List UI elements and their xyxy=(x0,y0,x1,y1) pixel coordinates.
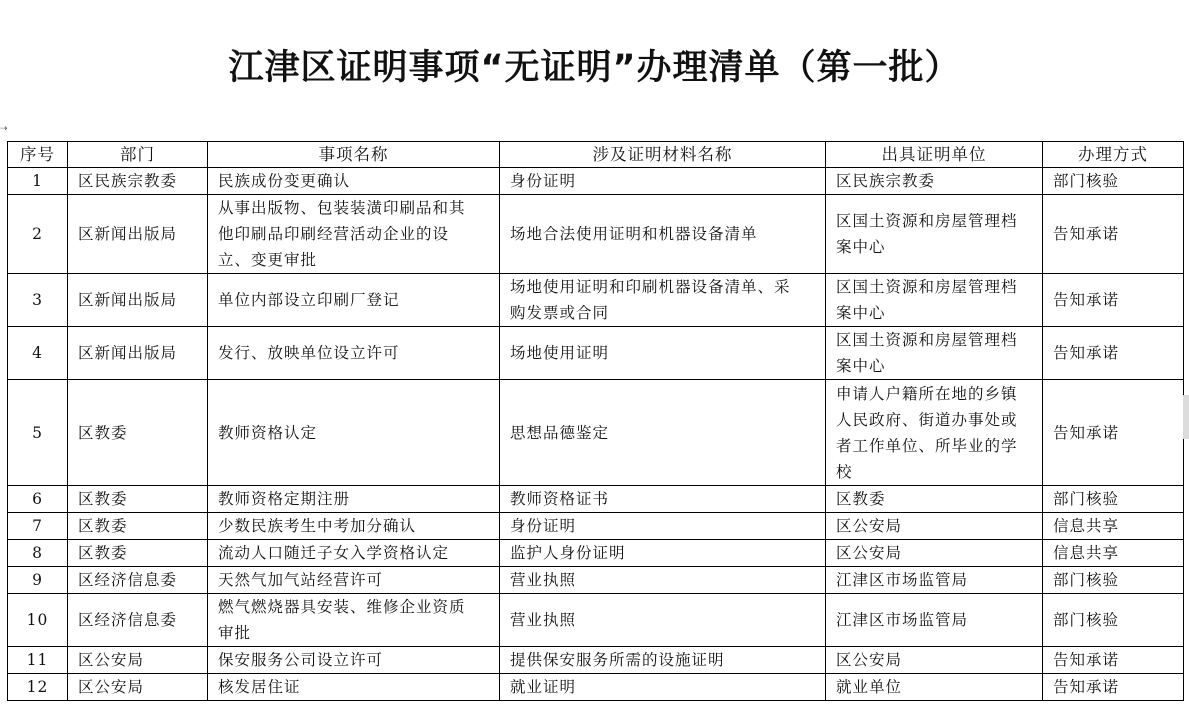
issuer-cell-line: 区公安局 xyxy=(836,517,903,535)
material-cell xyxy=(500,647,826,674)
item-name-cell xyxy=(208,195,500,274)
table-row xyxy=(8,168,1184,195)
material-cell-line: 场地使用证明和印刷机器设备清单、采 xyxy=(510,278,791,296)
method-cell: 告知承诺 xyxy=(1043,195,1184,274)
material-cell-line: 思想品德鉴定 xyxy=(510,423,610,442)
issuer-cell-line: 就业单位 xyxy=(836,678,903,696)
method-cell: 部门核验 xyxy=(1043,486,1184,513)
row-number-cell: 5 xyxy=(8,380,68,486)
item-name-cell-line: 燃气燃烧器具安装、维修企业资质 xyxy=(218,598,466,616)
material-cell-line: 监护人身份证明 xyxy=(510,544,626,562)
department-cell: 区公安局 xyxy=(68,674,208,701)
department-cell: 区新闻出版局 xyxy=(68,327,208,380)
row-number-cell: 9 xyxy=(8,567,68,594)
issuer-cell xyxy=(826,486,1043,513)
material-cell-line: 购发票或合同 xyxy=(510,304,610,322)
issuer-cell xyxy=(826,380,1043,486)
item-name-cell xyxy=(208,567,500,594)
item-name-cell xyxy=(208,513,500,540)
method-cell: 信息共享 xyxy=(1043,513,1184,540)
header-cell: 事项名称 xyxy=(208,142,500,168)
department-cell: 区新闻出版局 xyxy=(68,195,208,274)
issuer-cell-line: 区公安局 xyxy=(836,651,903,669)
material-cell xyxy=(500,594,826,647)
issuer-cell xyxy=(826,195,1043,274)
table-header-row xyxy=(8,142,1184,168)
row-number-cell: 8 xyxy=(8,540,68,567)
item-name-cell xyxy=(208,647,500,674)
method-cell: 告知承诺 xyxy=(1043,274,1184,327)
issuer-cell-line: 区公安局 xyxy=(836,544,903,562)
table-row xyxy=(8,486,1184,513)
scrollbar-fragment xyxy=(1183,395,1189,439)
issuer-cell-line: 江津区市场监管局 xyxy=(836,611,969,629)
method-cell: 信息共享 xyxy=(1043,540,1184,567)
header-cell: 出具证明单位 xyxy=(826,142,1043,168)
item-name-cell xyxy=(208,168,500,195)
issuer-cell-line: 者工作单位、所毕业的学 xyxy=(836,436,1018,455)
material-cell-line: 场地合法使用证明和机器设备清单 xyxy=(510,225,758,243)
issuer-cell xyxy=(826,540,1043,567)
item-name-cell-line: 核发居住证 xyxy=(218,678,301,696)
method-cell: 告知承诺 xyxy=(1043,674,1184,701)
row-number-cell: 10 xyxy=(8,594,68,647)
item-name-cell-line: 民族成份变更确认 xyxy=(218,172,351,190)
table-body xyxy=(8,168,1184,701)
item-name-cell xyxy=(208,594,500,647)
material-cell xyxy=(500,513,826,540)
item-name-cell-line: 单位内部设立印刷厂登记 xyxy=(218,291,400,309)
department-cell: 区教委 xyxy=(68,380,208,486)
item-name-cell xyxy=(208,540,500,567)
issuer-cell xyxy=(826,647,1043,674)
issuer-cell xyxy=(826,274,1043,327)
header-cell: 部门 xyxy=(68,142,208,168)
table-row xyxy=(8,513,1184,540)
issuer-cell xyxy=(826,674,1043,701)
page-title: 江津区证明事项“无证明”办理清单（第一批） xyxy=(228,48,961,88)
item-name-cell xyxy=(208,486,500,513)
table-anchor-icon: ⇢ xyxy=(0,124,8,134)
item-name-cell xyxy=(208,674,500,701)
department-cell: 区经济信息委 xyxy=(68,594,208,647)
row-number-cell: 1 xyxy=(8,168,68,195)
department-cell: 区经济信息委 xyxy=(68,567,208,594)
item-name-cell xyxy=(208,274,500,327)
table-row xyxy=(8,327,1184,380)
item-name-cell-line: 流动人口随迁子女入学资格认定 xyxy=(218,544,450,562)
item-name-cell xyxy=(208,380,500,486)
department-cell: 区教委 xyxy=(68,540,208,567)
item-name-cell-line: 立、变更审批 xyxy=(218,251,318,269)
issuer-cell-line: 申请人户籍所在地的乡镇 xyxy=(836,384,1018,403)
table-row xyxy=(8,647,1184,674)
material-cell-line: 身份证明 xyxy=(510,172,577,190)
row-number-cell: 11 xyxy=(8,647,68,674)
table-row xyxy=(8,594,1184,647)
material-cell-line: 就业证明 xyxy=(510,678,577,696)
department-cell: 区公安局 xyxy=(68,647,208,674)
material-cell xyxy=(500,168,826,195)
issuer-cell xyxy=(826,327,1043,380)
method-cell: 部门核验 xyxy=(1043,594,1184,647)
material-cell-line: 提供保安服务所需的设施证明 xyxy=(510,651,725,669)
table-row xyxy=(8,274,1184,327)
material-cell-line: 营业执照 xyxy=(510,611,577,629)
issuer-cell-line: 区国土资源和房屋管理档 xyxy=(836,331,1018,349)
issuer-cell xyxy=(826,594,1043,647)
method-cell: 告知承诺 xyxy=(1043,647,1184,674)
issuer-cell-line: 案中心 xyxy=(836,357,886,375)
item-name-cell-line: 少数民族考生中考加分确认 xyxy=(218,517,417,535)
method-cell: 告知承诺 xyxy=(1043,380,1184,486)
item-name-cell-line: 发行、放映单位设立许可 xyxy=(218,344,400,362)
issuer-cell-line: 案中心 xyxy=(836,304,886,322)
material-cell xyxy=(500,540,826,567)
issuer-cell-line: 江津区市场监管局 xyxy=(836,571,969,589)
department-cell: 区新闻出版局 xyxy=(68,274,208,327)
method-cell: 告知承诺 xyxy=(1043,327,1184,380)
material-cell-line: 教师资格证书 xyxy=(510,490,610,508)
issuer-cell-line: 区教委 xyxy=(836,490,886,508)
issuer-cell xyxy=(826,567,1043,594)
row-number-cell: 4 xyxy=(8,327,68,380)
row-number-cell: 7 xyxy=(8,513,68,540)
issuer-cell-line: 校 xyxy=(836,462,853,481)
item-name-cell-line: 从事出版物、包装装潢印刷品和其 xyxy=(218,199,466,217)
department-cell: 区教委 xyxy=(68,513,208,540)
table-row xyxy=(8,195,1184,274)
row-number-cell: 2 xyxy=(8,195,68,274)
material-cell-line: 营业执照 xyxy=(510,571,577,589)
header-cell: 办理方式 xyxy=(1043,142,1184,168)
material-cell xyxy=(500,567,826,594)
item-name-cell-line: 教师资格定期注册 xyxy=(218,490,351,508)
row-number-cell: 12 xyxy=(8,674,68,701)
item-name-cell-line: 保安服务公司设立许可 xyxy=(218,651,384,669)
method-cell: 部门核验 xyxy=(1043,567,1184,594)
department-cell: 区民族宗教委 xyxy=(68,168,208,195)
table-row xyxy=(8,567,1184,594)
row-number-cell: 6 xyxy=(8,486,68,513)
item-name-cell xyxy=(208,327,500,380)
item-name-cell-line: 审批 xyxy=(218,624,252,642)
table-row xyxy=(8,380,1184,486)
item-name-cell-line: 天然气加气站经营许可 xyxy=(218,571,384,589)
table-row xyxy=(8,540,1184,567)
material-cell xyxy=(500,486,826,513)
department-cell: 区教委 xyxy=(68,486,208,513)
item-name-cell-line: 他印刷品印刷经营活动企业的设 xyxy=(218,225,450,243)
material-cell xyxy=(500,380,826,486)
material-cell xyxy=(500,674,826,701)
issuer-cell-line: 人民政府、街道办事处或 xyxy=(836,410,1018,429)
issuer-cell-line: 区国土资源和房屋管理档 xyxy=(836,278,1018,296)
issuer-cell-line: 案中心 xyxy=(836,238,886,256)
material-cell xyxy=(500,195,826,274)
header-cell: 序号 xyxy=(8,142,68,168)
certificate-table xyxy=(7,141,1184,701)
table-row xyxy=(8,674,1184,701)
material-cell-line: 场地使用证明 xyxy=(510,344,610,362)
material-cell xyxy=(500,274,826,327)
material-cell xyxy=(500,327,826,380)
issuer-cell xyxy=(826,168,1043,195)
row-number-cell: 3 xyxy=(8,274,68,327)
item-name-cell-line: 教师资格认定 xyxy=(218,423,318,442)
issuer-cell xyxy=(826,513,1043,540)
material-cell-line: 身份证明 xyxy=(510,517,577,535)
issuer-cell-line: 区国土资源和房屋管理档 xyxy=(836,212,1018,230)
issuer-cell-line: 区民族宗教委 xyxy=(836,172,936,190)
method-cell: 部门核验 xyxy=(1043,168,1184,195)
header-cell: 涉及证明材料名称 xyxy=(500,142,826,168)
